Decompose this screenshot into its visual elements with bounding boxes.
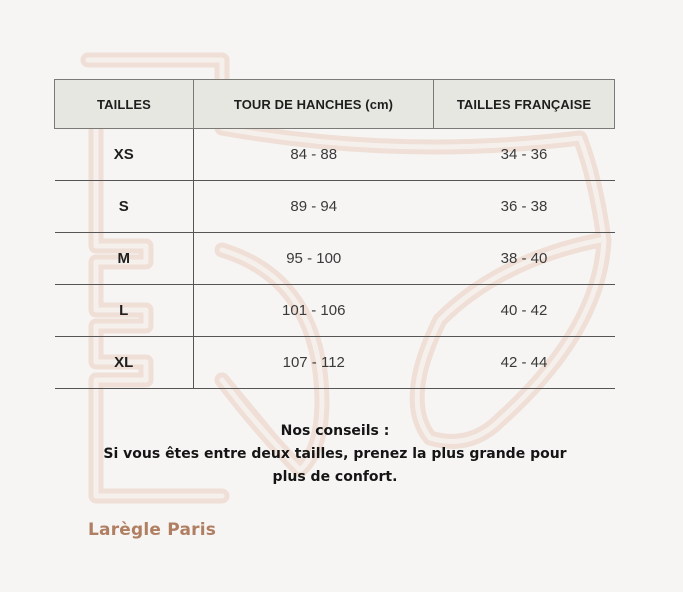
french-size-cell: 38 - 40 [434, 233, 615, 285]
size-cell: S [55, 181, 194, 233]
advice-line-2: plus de confort. [272, 469, 398, 485]
table-row [55, 285, 615, 337]
brand-name: Larègle Paris [88, 520, 217, 540]
advice-line-1: Si vous êtes entre deux tailles, prenez la plus grande pour [103, 446, 567, 462]
table-row [55, 181, 615, 233]
header-french-sizes: TAILLES FRANÇAISE [434, 80, 615, 129]
hips-cell: 107 - 112 [194, 337, 434, 389]
french-size-cell: 36 - 38 [434, 181, 615, 233]
table-header-row [55, 80, 615, 129]
advice-block [80, 420, 590, 489]
french-size-cell: 40 - 42 [434, 285, 615, 337]
table-row [55, 233, 615, 285]
size-cell: XS [55, 129, 194, 181]
hips-cell: 84 - 88 [194, 129, 434, 181]
header-sizes: TAILLES [55, 80, 194, 129]
header-hip-circumference: TOUR DE HANCHES (cm) [194, 80, 434, 129]
advice-title: Nos conseils : [280, 423, 390, 439]
hips-cell: 95 - 100 [194, 233, 434, 285]
size-cell: M [55, 233, 194, 285]
size-cell: L [55, 285, 194, 337]
table-row [55, 129, 615, 181]
hips-cell: 89 - 94 [194, 181, 434, 233]
french-size-cell: 34 - 36 [434, 129, 615, 181]
french-size-cell: 42 - 44 [434, 337, 615, 389]
table-row [55, 337, 615, 389]
size-cell: XL [55, 337, 194, 389]
size-chart-table [54, 79, 615, 389]
hips-cell: 101 - 106 [194, 285, 434, 337]
